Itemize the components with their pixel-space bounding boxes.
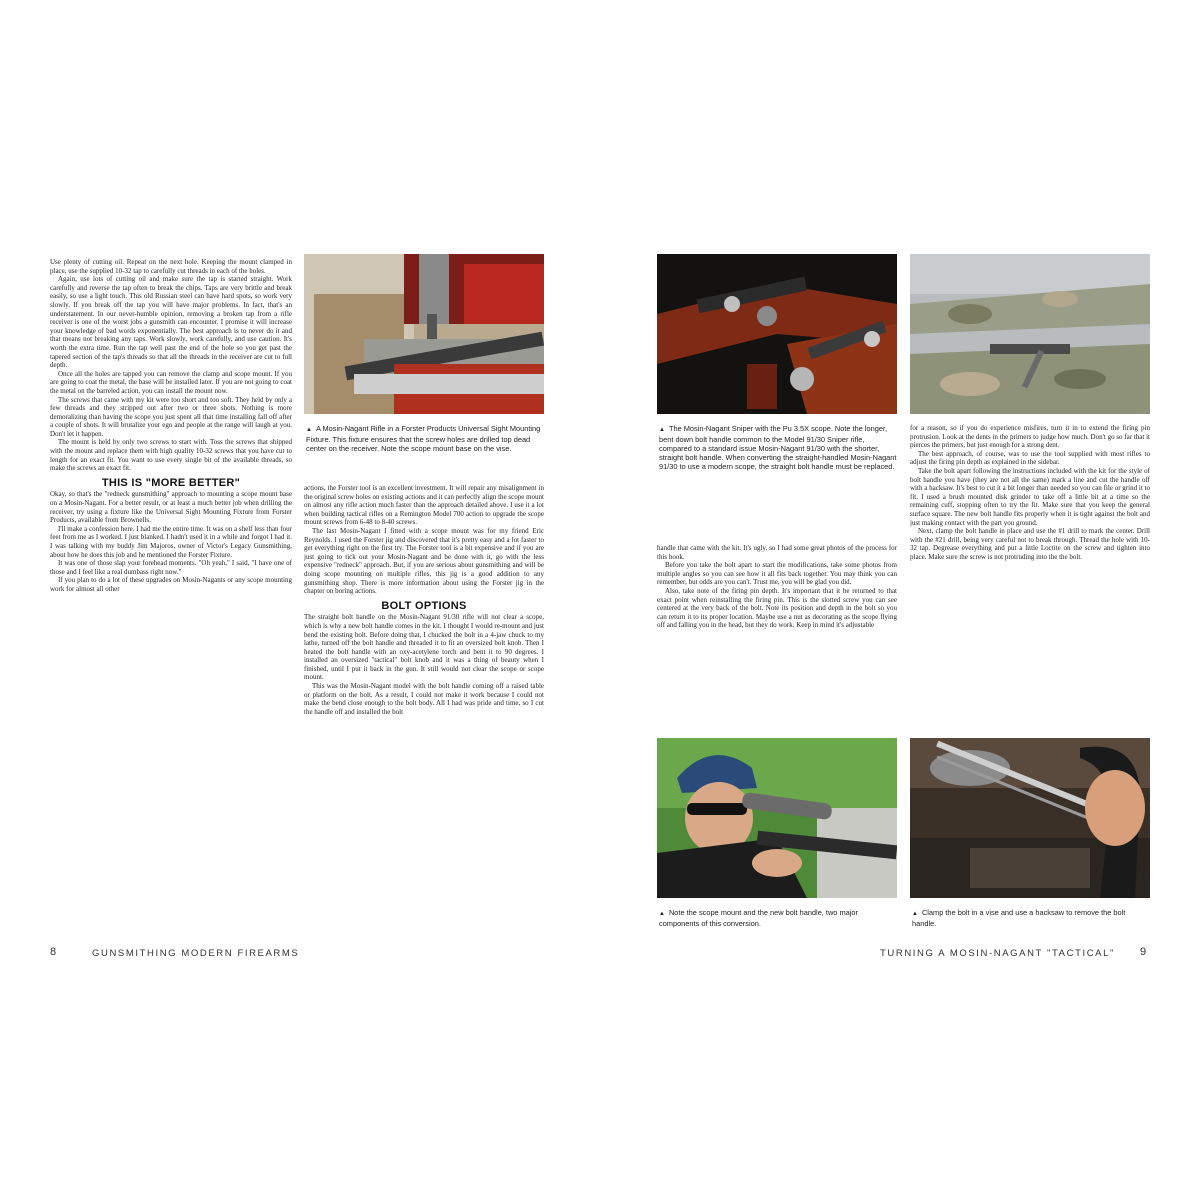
paragraph: The screws that came with my kit were too short and too soft. They held by only a few threads and they stripped out after two or three shots. Nothing is more demoralizing than having the scope you just spent all that time installing fall off after a couple of shots. It will brutalize your ego and people at the range will laugh at you. Don't let it happen. xyxy=(50,395,292,438)
section-heading: BOLT OPTIONS xyxy=(381,599,467,612)
camo-rifle-photo xyxy=(910,254,1150,414)
paragraph: The best approach, of course, was to use the tool supplied with most rifles to adjust the firing pin depth as explained in the sidebar. xyxy=(910,449,1150,467)
paragraph: It was one of those slap your forehead moments. "Oh yeah," I said, "I have one of those and I feel like a real dumbass right now." xyxy=(50,559,292,576)
caption-text: The Mosin-Nagant Sniper with the Pu 3.5X scope. Note the longer, bent down bolt handle common to the Model 91/30 Sniper rifle, compared to a standard issue Mosin-Nagant 91/30 with the shorter, straight bolt handle. When converting the straight-handled Mosin-Nagant 91/30 to use a modern scope, the straight bolt handle must be replaced. xyxy=(659,424,897,471)
photo-shooter-scope xyxy=(657,738,897,898)
photo-sniper-bolts xyxy=(657,254,897,414)
shooter-photo xyxy=(657,738,897,898)
paragraph: Take the bolt apart following the instructions included with the kit for the style of bolt handle you have (they are not all the same) mark a line and cut the handle off with a hacksaw. It's best to cut it a bit longer than needed so you can file or grind it to fit. I used a brush mounted disk grinder to take off a little bit at a time so the remaining cuff, stopping often to try the fit. Make sure that you keep the general surface square. The new bolt handle fits properly when it is tight against the bolt and just making contact with the part you ground. xyxy=(910,466,1150,527)
paragraph: Again, use lots of cutting oil and make sure the tap is started straight. Work carefully and reverse the tap often to break the chips. Taps are very brittle and break easily, so use a light touch. This old Russian steel can have hard spots, so work very slowly. If you break off the tap you will have major problems. In fact, that's an understatement. In our never-humble opinion, removing a broken tap from a rifle receiver is one of the worst jobs a gunsmith can encounter. I promise it will increase your knowledge of bad words exponentially. The best approach is to never do it and that means not breaking any taps. Work slowly, work carefully, and use caution. It's worth the extra time. Run the tap well past the end of the hole so you get past the tapered section of the tap's threads so that all the threads in the receiver are cut to full depth. xyxy=(50,275,292,370)
photo-bolt-hacksaw xyxy=(910,738,1150,898)
photo-caption xyxy=(659,908,897,928)
caption-marker-icon: ▲ xyxy=(659,427,665,433)
right-column-2 xyxy=(910,424,1150,724)
paragraph: Also, take note of the firing pin depth. It's important that it be returned to that exact point when reinstalling the firing pin. This is the slotted screw you can see centered at the very back of the bolt. Note its position and depth in the bolt so you can return it to its proper location. Maybe use a nut as decorating as the scope flying off and falling you in the head, but they do work. Keep in mind it's adjustable xyxy=(657,586,897,630)
paragraph: The mount is held by only two screws to start with. Toss the screws that shipped with the mount and replace them with high quality 10-32 screws that you have cut to length for an exact fit. You want to use every single bit of the available threads, so make the screws an exact fit. xyxy=(50,438,292,473)
paragraph: If you plan to do a lot of these upgrades on Mosin-Nagants or any scope mounting work for almost all other xyxy=(50,576,292,593)
hacksaw-photo xyxy=(910,738,1150,898)
paragraph: actions, the Forster tool is an excellent investment. It will repair any misalignment in the original screw holes on existing actions and it can perfectly align the scope mount on almost any rifle action much faster than the approach detailed above. I use it a lot when building tactical rifles on a Remington Model 700 action to upgrade the scope mount screws from 6-48 to 8-40 screws. xyxy=(304,484,544,527)
photo-caption xyxy=(306,424,544,453)
left-column-2 xyxy=(304,484,544,932)
page-number: 9 xyxy=(1140,946,1147,958)
paragraph: I'll make a confession here. I had me the entire time. It was on a shelf less than four feet from me as I worked. I just blanked. I hadn't used it in a while and forgot I had it. I was talking with my buddy Jim Majoros, owner of Victor's Legacy Gunsmithing, about how he does this job and he mentioned the Forster Fixture. xyxy=(50,524,292,559)
photo-caption xyxy=(912,908,1150,928)
caption-text: Note the scope mount and the new bolt handle, two major components of this conversion. xyxy=(659,908,858,928)
sniper-bolt-photo xyxy=(657,254,897,414)
caption-marker-icon: ▲ xyxy=(306,427,312,433)
paragraph: Next, clamp the bolt handle in place and use the #1 drill to mark the center. Drill with the #21 drill, being very careful not to break through. Thread the hole with 10-32 tap. Degrease everything and put a little Loctite on the screw and tighten into place. Make sure the screw is not protruding into the the bolt. xyxy=(910,527,1150,561)
drill-press-photo xyxy=(304,254,544,414)
photo-forster-fixture xyxy=(304,254,544,414)
caption-text: A Mosin-Nagant Rifle in a Forster Products Universal Sight Mounting Fixture. This fixture ensures that the screw holes are drilled top dead center on the receiver. Note the scope mount base on the vise. xyxy=(306,424,541,453)
paragraph: Before you take the bolt apart to start the modifications, take some photos from multiple angles so you can see how it all fits back together. You may think you can remember, but odds are you can't. Trust me, you will be glad you did. xyxy=(657,561,897,587)
paragraph: The last Mosin-Nagant I fitted with a scope mount was for my friend Eric Reynolds. I used the Forster jig and discovered that it's pretty easy and a lot faster to get everything right on the first try. The Forster tool is a bit expensive and if you are just going to tick out your Mosin-Nagant and be done with it, go with the less expensive "redneck" approach. But, if you are serious about gunsmithing and will be doing scope mounting on multiple rifles, this jig is a good addition to any gunsmithing shop. There is more information about using the Forster jig in the chapter on boring actions. xyxy=(304,526,544,596)
paragraph: Use plenty of cutting oil. Repeat on the next hole. Keeping the mount clamped in place, use the supplied 10-32 tap to carefully cut threads in each of the holes. xyxy=(50,258,292,275)
running-title: TURNING A MOSIN-NAGANT "TACTICAL" xyxy=(880,948,1115,959)
paragraph: Okay, so that's the "redneck gunsmithing" approach to mounting a scope mount base on a Mosin-Nagant. For a better result, or at least a much better job when drilling the receiver, try using a fixture like the Universal Sight Mounting Fixture from Forster Products, available from Brownells. xyxy=(50,490,292,525)
caption-marker-icon: ▲ xyxy=(659,911,665,917)
caption-text: Clamp the bolt in a vise and use a hacksaw to remove the bolt handle. xyxy=(912,908,1126,928)
running-title: GUNSMITHING MODERN FIREARMS xyxy=(92,948,300,959)
photo-caption xyxy=(659,424,897,471)
photo-camo-rifle xyxy=(910,254,1150,414)
section-heading: THIS IS "MORE BETTER" xyxy=(101,476,241,489)
paragraph: This was the Mosin-Nagant model with the bolt handle coming off a raised table or platform on the bolt. As a result, I could not make it work because I could not make the bend close enough to the bolt body. All I had was pride and time, so I cut the handle off and installed the bolt xyxy=(304,682,544,716)
left-column-1 xyxy=(50,258,292,930)
page-number: 8 xyxy=(50,946,57,958)
paragraph: The straight bolt handle on the Mosin-Nagant 91/30 rifle will not clear a scope, which is why a new bolt handle comes in the kit. I thought I would re-mount and just bend the existing bolt. Before doing that, I chucked the bolt in a 4-jaw chuck to my lathe, turned off the bolt handle and threaded it to fit an oversized bolt knob. Then I heated the bolt handle with an oxy-acetylene torch and bent it to 90 degrees. I installed an oversized "tactical" bolt knob and it was a thing of beauty when I finished, until I put it back in the gun. It still would not clear the scope or scope mount. xyxy=(304,613,544,682)
paragraph: Once all the holes are tapped you can remove the clamp and scope mount. If you are going to coat the metal, the base will be installed later. If you are not going to coat the metal on the barreled action, you can install the mount now. xyxy=(50,369,292,395)
right-column-1 xyxy=(657,544,897,724)
paragraph: for a reason, so if you do experience misfires, turn it in to extend the firing pin protrusion. Look at the dents in the primers to judge how much. Don't go so far that it pierces the primers, but just enough for a strong dent. xyxy=(910,424,1150,450)
caption-marker-icon: ▲ xyxy=(912,911,918,917)
paragraph: handle that came with the kit. It's ugly, so I had some great photos of the process for this book. xyxy=(657,544,897,561)
